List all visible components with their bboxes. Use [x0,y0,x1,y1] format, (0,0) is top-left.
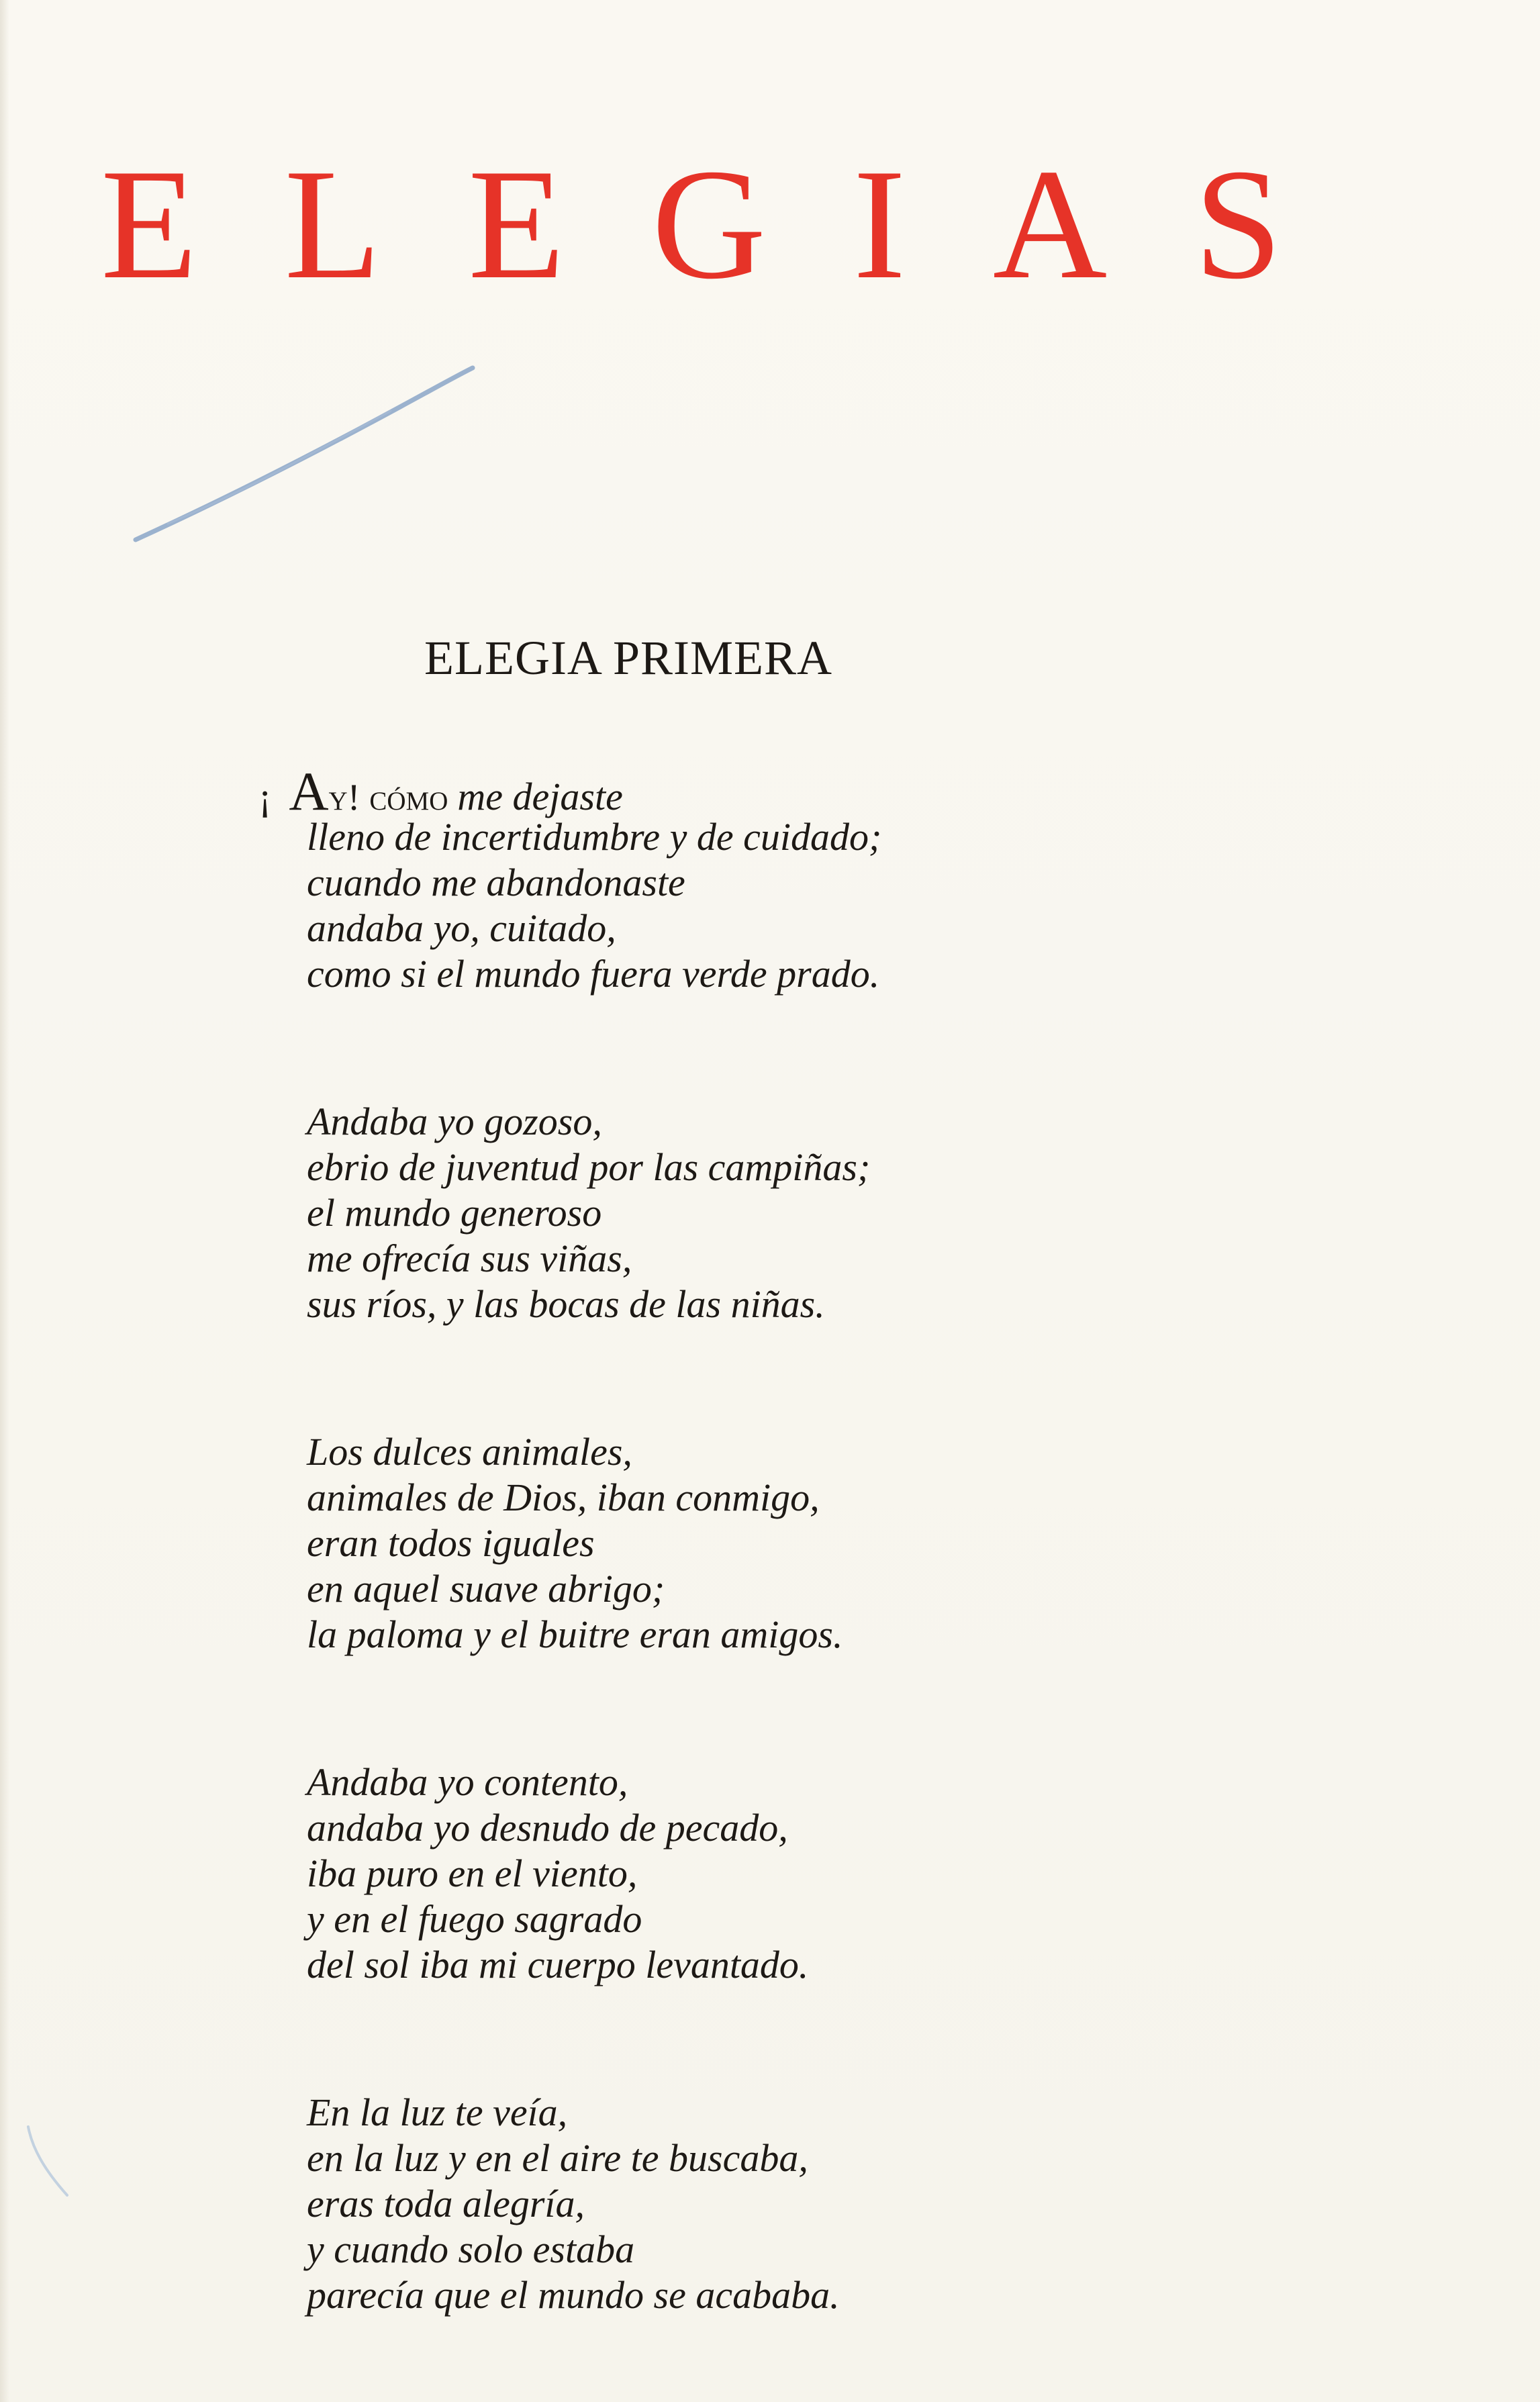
poem-line-19: y en el fuego sagrado [307,1897,642,1941]
poem-line-25: parecía que el mundo se acababa. [307,2273,840,2317]
section-title: ELEGIA PRIMERA [424,631,832,685]
poem-line-1 [258,761,1077,822]
title-letter-e-1: E [101,137,198,312]
page-edge-shadow [0,0,9,2402]
poem-line-6: Andaba yo gozoso, [307,1100,602,1143]
pencil-corner-mark [19,2121,79,2202]
title-letter-e-2: E [468,137,565,312]
poem-line-4: andaba yo, cuitado, [307,906,616,950]
pencil-mark [128,356,490,557]
poem-line-21: En la luz te veía, [307,2091,568,2134]
title-letter-g: G [651,137,767,312]
title-letter-s: S [1194,137,1282,312]
drop-cap: A [289,761,329,822]
poem-line-7: ebrio de juventud por las campiñas; [307,1145,871,1189]
poem-line-5: como si el mundo fuera verde prado. [307,952,880,996]
poem-line-14: en aquel suave abrigo; [307,1567,665,1611]
poem-line-9: me ofrecía sus viñas, [307,1237,632,1280]
poem-line-12: animales de Dios, iban conmigo, [307,1476,820,1519]
poem-line-24: y cuando solo estaba [307,2227,635,2271]
first-line-rest: me dejaste [457,775,623,818]
poem-line-20: del sol iba mi cuerpo levantado. [307,1943,809,1986]
poem-line-10: sus ríos, y las bocas de las niñas. [307,1282,825,1326]
stanza-5 [258,2090,1077,2318]
poem-line-16: Andaba yo contento, [307,1760,628,1804]
poem-line-11: Los dulces animales, [307,1430,632,1474]
poem-line-17: andaba yo desnudo de pecado, [307,1806,788,1849]
title-letter-a: A [992,137,1108,312]
poem-line-2: lleno de incertidumbre y de cuidado; [307,815,882,859]
poem-line-15: la paloma y el buitre eran amigos. [307,1613,843,1656]
stanza-3 [258,1429,1077,1658]
poem-line-23: eras toda alegría, [307,2182,585,2225]
book-title [101,137,1282,312]
title-letter-i: I [853,137,906,312]
poem-body [258,761,1077,2318]
stanza-4 [258,1760,1077,1988]
poem-line-18: iba puro en el viento, [307,1852,638,1895]
poem-line-22: en la luz y en el aire te buscaba, [307,2136,808,2180]
poem-line-3: cuando me abandonaste [307,861,685,904]
opening-exclamation: ¡ [258,775,272,818]
small-caps-text: y! cómo [328,777,448,818]
title-letter-l: L [284,137,381,312]
poem-line-8: el mundo generoso [307,1191,602,1235]
stanza-2 [258,1099,1077,1327]
poem-line-13: eran todos iguales [307,1521,595,1565]
stanza-1 [258,761,1077,997]
